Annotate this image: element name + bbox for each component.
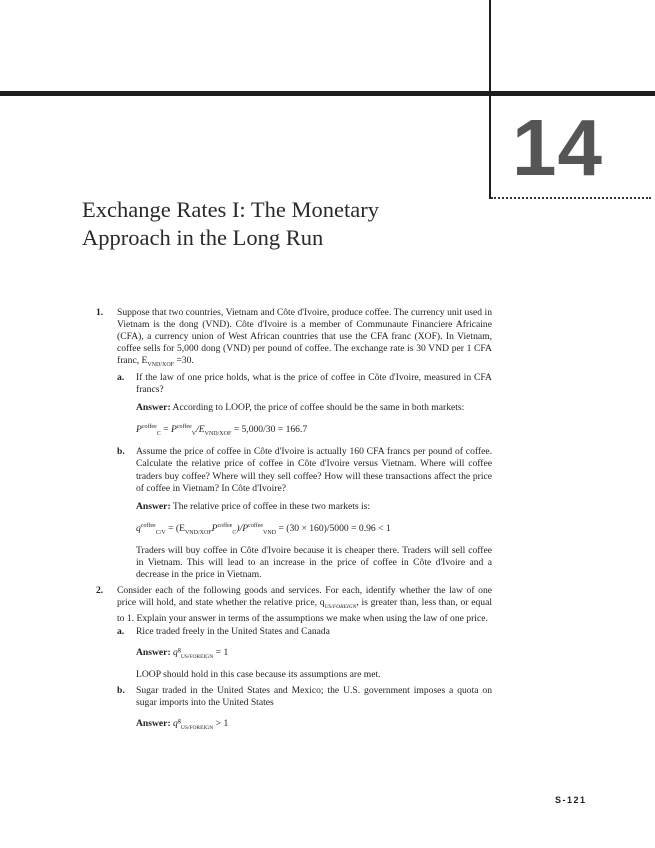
subquestion-text: Sugar traded in the United States and Mexico; the U.S. government imposes a quota on sugar imports into the United States	[136, 685, 492, 709]
eq-sub: C/V	[155, 529, 166, 536]
page-number: S-121	[555, 795, 587, 805]
answer	[136, 715, 492, 734]
eq-sub: C	[156, 431, 161, 438]
answer-text: The relative price of coffee in these two markets is:	[170, 500, 371, 512]
eq-sub: VND	[263, 529, 277, 536]
relative-price-subscript: US/FOREIGN	[324, 603, 357, 610]
question-text-end: =30.	[174, 355, 194, 367]
subquestion-letter: b.	[117, 685, 125, 697]
question-text-end: , is greater than, less than, or equal to 1. Explain your answer in terms of the assumptions we make when using the law of one price.	[117, 596, 493, 624]
eq-result: = (30 × 160)/5000 = 0.96 < 1	[276, 522, 391, 534]
question-number: 2.	[96, 584, 104, 596]
eq-sub: C	[232, 529, 237, 536]
answer-label: Answer:	[136, 500, 171, 512]
answer-label: Answer:	[136, 718, 171, 730]
eq-term: P	[171, 424, 177, 436]
question-2b	[117, 685, 492, 734]
eq-sup: g	[177, 718, 181, 725]
body-text	[96, 307, 492, 734]
eq-result: = 1	[213, 647, 229, 659]
question-text: Suppose that two countries, Vietnam and Côte d'Ivoire, produce coffee. The currency unit used in Vietnam is the dong (VND). Côte d'Ivoire is a member of Communaute Financiere Africaine (CFA), a currency union of West African countries that use the CFA franc (XOF). In Vietnam, coffee sells for 5,000 dong (VND) per pound of coffee. The exchange rate is 30 VND per 1 CFA franc, E	[117, 307, 492, 367]
subquestion-letter: a.	[117, 372, 125, 384]
eq-result: > 1	[213, 718, 229, 730]
eq-operator: =	[160, 424, 171, 436]
eq-term: = (E	[165, 522, 185, 534]
question-1a	[117, 372, 492, 440]
eq-sup: coffee	[140, 522, 156, 529]
answer	[136, 402, 492, 414]
eq-sup: coffee	[248, 522, 264, 529]
eq-term: q	[170, 647, 178, 659]
eq-term: P	[136, 424, 142, 436]
eq-sub: V	[191, 431, 197, 438]
eq-sub: VND/XOF	[184, 529, 212, 536]
question-1	[96, 307, 492, 581]
chapter-title-line-2: Approach in the Long Run	[82, 225, 324, 250]
exchange-rate-subscript: VND/XOF	[147, 362, 175, 369]
eq-term: /E	[196, 424, 205, 436]
question-1b	[117, 446, 492, 581]
question-number: 1.	[96, 307, 104, 318]
equation-loop	[136, 421, 492, 440]
eq-sup: coffee	[176, 424, 192, 431]
chapter-title-line-1: Exchange Rates I: The Monetary	[82, 197, 379, 222]
chapter-number: 14	[512, 103, 603, 192]
subquestion-text: Rice traded freely in the United States and Canada	[136, 625, 330, 637]
subquestion-letter: a.	[117, 625, 125, 637]
eq-sub: US/FOREIGN	[180, 725, 214, 732]
answer-label: Answer:	[136, 647, 171, 659]
chapter-title	[82, 196, 482, 252]
eq-sup: g	[177, 647, 181, 654]
answer-text: According to LOOP, the price of coffee should be the same in both markets:	[170, 402, 465, 414]
eq-sub: VND/XOF	[204, 431, 232, 438]
question-2	[96, 585, 492, 735]
explanation-paragraph: LOOP should hold in this case because its assumptions are met.	[136, 669, 381, 681]
subquestion-text: If the law of one price holds, what is the price of coffee in Côte d'Ivoire, measured in CFA francs?	[136, 372, 492, 396]
eq-sup: coffee	[217, 522, 233, 529]
explanation-paragraph: Traders will buy coffee in Côte d'Ivoire because it is cheaper there. Traders will sell coffee in Vietnam. This will lead to an increase in the price of coffee in Côte d'Ivoire and a decrease in the price in Vietnam.	[136, 544, 492, 580]
eq-term: q	[170, 718, 178, 730]
answer	[136, 501, 492, 513]
answer	[136, 644, 492, 663]
eq-sup: coffee	[141, 424, 157, 431]
question-text: Consider each of the following goods and services. For each, identify whether the law of one price will hold, and state whether the relative price, q	[117, 584, 492, 608]
eq-term: P	[211, 522, 218, 534]
eq-term: q	[136, 522, 141, 534]
eq-sub: US/FOREIGN	[180, 654, 214, 661]
subquestion-letter: b.	[117, 446, 125, 458]
subquestion-text: Assume the price of coffee in Côte d'Ivoire is actually 160 CFA francs per pound of coffee. Calculate the relative price of coffee in Côte d'Ivoire versus Vietnam. Where will coffee traders buy coffee? Where will they sell coffee? How will these transactions affect the price of coffee in Vietnam? In Côte d'Ivoire?	[136, 446, 492, 494]
answer-label: Answer:	[136, 402, 171, 414]
eq-result: = 5,000/30 = 166.7	[231, 424, 308, 436]
top-rule	[0, 91, 655, 96]
eq-term: )/P	[236, 522, 249, 534]
question-2a	[117, 626, 492, 681]
equation-relative-price	[136, 520, 492, 539]
vertical-rule	[489, 0, 491, 199]
dotted-rule	[491, 197, 651, 199]
